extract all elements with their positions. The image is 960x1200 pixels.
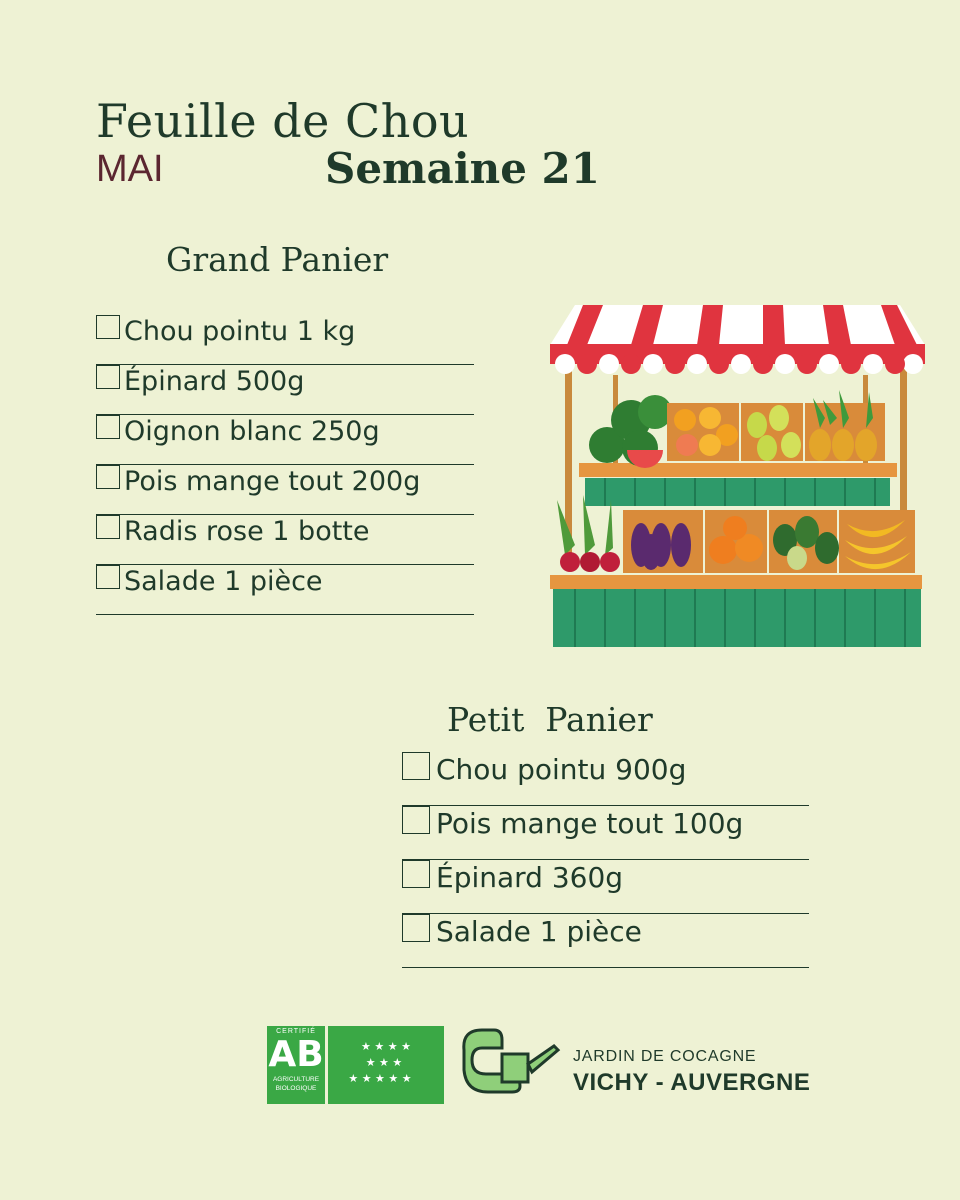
list-item <box>402 914 809 968</box>
watering-can-logo-icon <box>458 1024 562 1096</box>
checkbox[interactable] <box>402 806 430 834</box>
list-item <box>402 806 809 860</box>
item-label: Salade 1 pièce <box>124 566 323 597</box>
item-label: Radis rose 1 botte <box>124 516 370 547</box>
org-name-line1: JARDIN DE COCAGNE <box>573 1048 757 1065</box>
list-item <box>402 752 809 806</box>
list-item <box>96 565 474 615</box>
list-item <box>96 365 474 415</box>
svg-text:★ ★ ★ ★: ★ ★ ★ ★ <box>361 1040 411 1053</box>
svg-text:★ ★ ★ ★ ★: ★ ★ ★ ★ ★ <box>348 1072 412 1085</box>
list-item <box>96 415 474 465</box>
week-label: Semaine 21 <box>325 144 600 193</box>
checkbox[interactable] <box>402 752 430 780</box>
list-item <box>402 860 809 914</box>
item-label: Épinard 500g <box>124 366 305 397</box>
item-label: Pois mange tout 100g <box>436 807 744 840</box>
checkbox[interactable] <box>96 565 120 589</box>
item-label: Oignon blanc 250g <box>124 416 380 447</box>
org-name-line2: VICHY - AUVERGNE <box>573 1069 811 1096</box>
checkbox[interactable] <box>96 465 120 489</box>
grand-panier-list <box>96 315 474 615</box>
svg-text:★ ★ ★: ★ ★ ★ <box>365 1056 403 1069</box>
list-item <box>96 515 474 565</box>
newsletter-title: Feuille de Chou <box>96 94 470 148</box>
list-item <box>96 315 474 365</box>
ab-caption: AGRICULTURE BIOLOGIQUE <box>272 1076 320 1092</box>
item-label: Chou pointu 1 kg <box>124 316 356 347</box>
item-label: Chou pointu 900g <box>436 753 687 786</box>
checkbox[interactable] <box>402 860 430 888</box>
checkbox[interactable] <box>96 515 120 539</box>
grand-panier-title: Grand Panier <box>166 240 389 279</box>
list-item <box>96 465 474 515</box>
checkbox[interactable] <box>402 914 430 942</box>
month-label: MAI <box>96 148 164 190</box>
ab-letters: AB <box>268 1034 324 1075</box>
checkbox[interactable] <box>96 365 120 389</box>
market-stall-illustration <box>545 300 930 652</box>
ab-logo <box>267 1026 325 1104</box>
petit-panier-title <box>447 700 653 739</box>
item-label: Épinard 360g <box>436 861 624 894</box>
petit-panier-title-text: Petit Panier <box>447 700 653 739</box>
item-label: Pois mange tout 200g <box>124 466 421 497</box>
eu-organic-logo <box>328 1026 444 1104</box>
item-label: Salade 1 pièce <box>436 915 642 948</box>
ab-certifie-text: CERTIFIÉ <box>276 1028 316 1035</box>
checkbox[interactable] <box>96 415 120 439</box>
petit-panier-list <box>402 752 809 968</box>
checkbox[interactable] <box>96 315 120 339</box>
